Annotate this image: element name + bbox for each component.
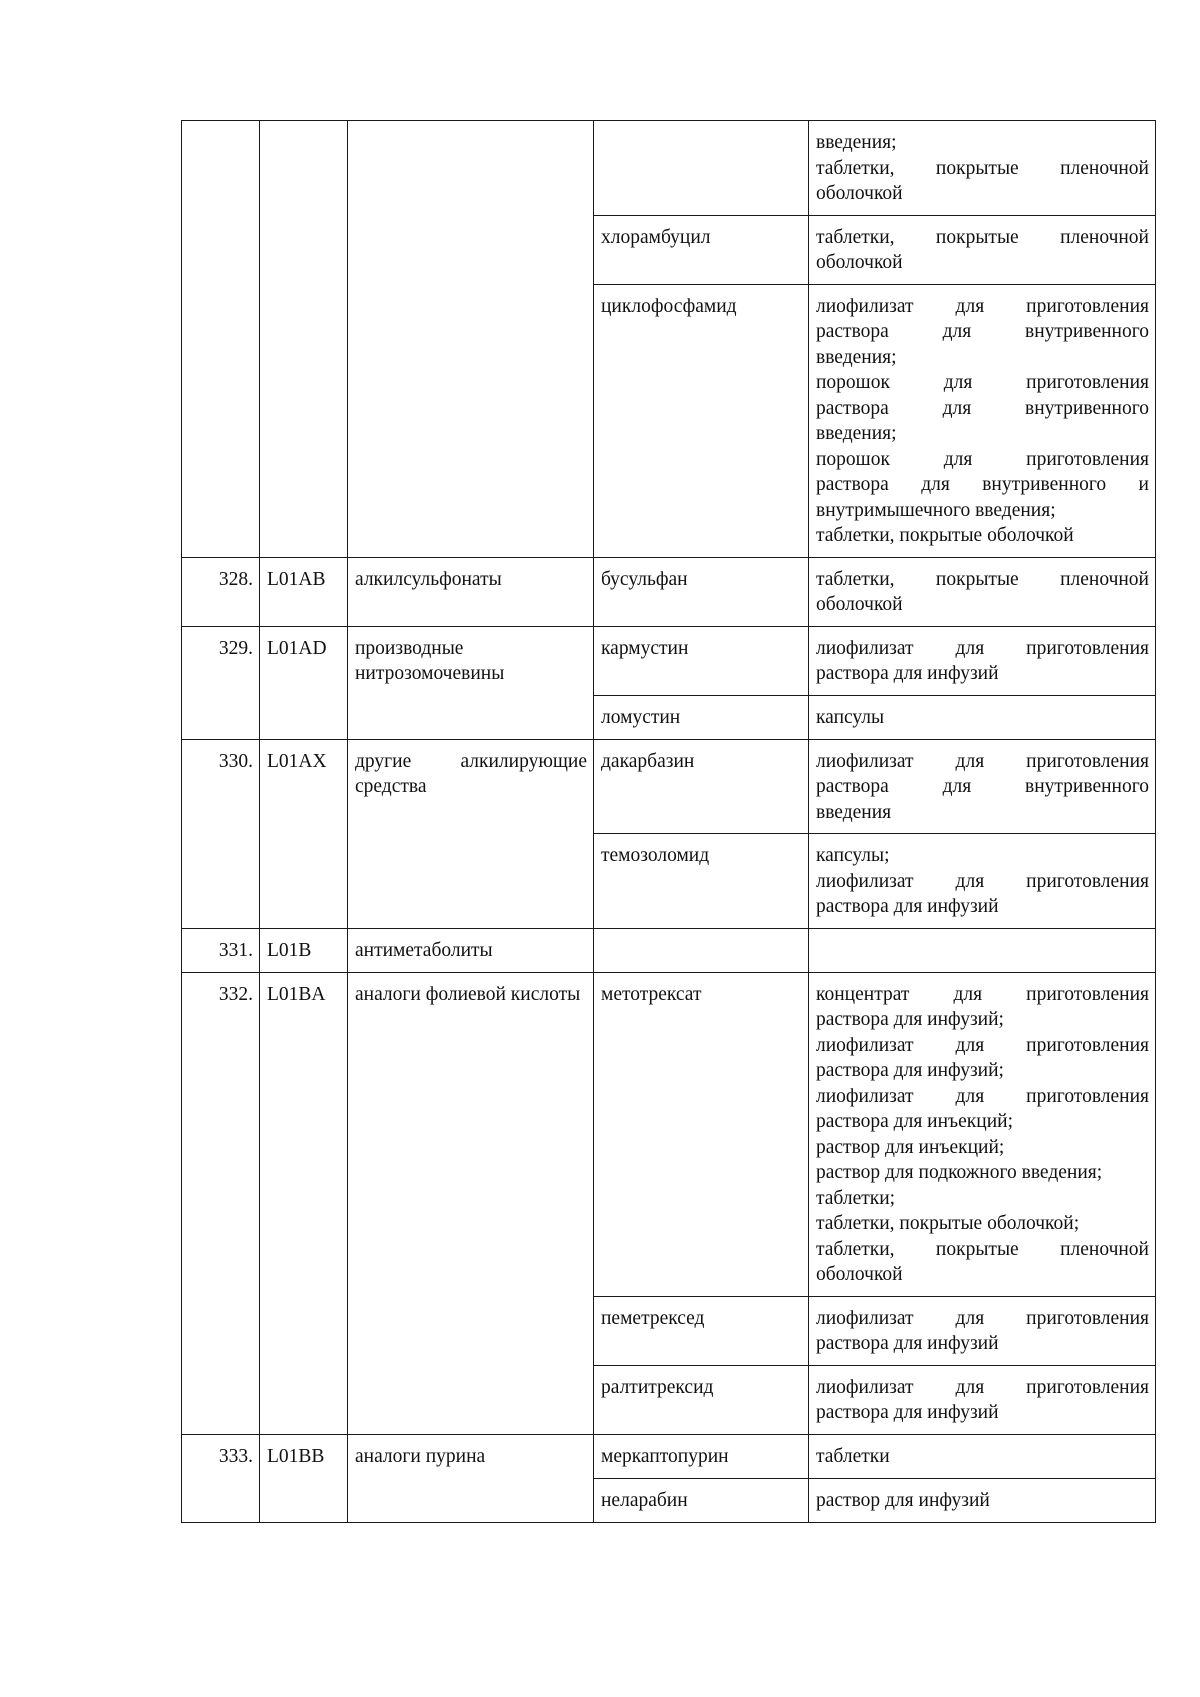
dosage-forms [809, 215, 1156, 284]
row-number: 329. [182, 626, 260, 739]
group-name: аналоги пурина [348, 1434, 594, 1522]
atc-code: L01B [260, 928, 348, 972]
dosage-form-line: оболочкой [816, 594, 903, 615]
dosage-forms [809, 557, 1156, 626]
dosage-form-line: раствора для внутривенного [816, 397, 1149, 419]
dosage-forms [809, 1434, 1156, 1478]
group-name [348, 121, 594, 558]
dosage-forms [809, 1365, 1156, 1434]
dosage-form-line: лиофилизат для приготовления [816, 1376, 1149, 1398]
dosage-form-line: лиофилизат для приготовления [816, 295, 1149, 317]
drug-name: кармустин [594, 626, 809, 695]
dosage-form-line: раствора для инфузий [816, 663, 999, 684]
row-number: 330. [182, 739, 260, 928]
dosage-forms [809, 121, 1156, 216]
dosage-form-line: таблетки, покрытые пленочной [816, 226, 1149, 248]
dosage-form-line: таблетки, покрытые оболочкой [816, 525, 1074, 546]
dosage-forms [809, 284, 1156, 557]
drug-name [594, 121, 809, 216]
dosage-form-line: таблетки, покрытые оболочкой; [816, 1213, 1080, 1234]
drug-name: ралтитрексид [594, 1365, 809, 1434]
dosage-forms [809, 928, 1156, 972]
dosage-form-line: раствора для внутривенного [816, 321, 1149, 342]
dosage-form-line: порошок для приготовления [816, 448, 1149, 470]
atc-code [260, 121, 348, 558]
dosage-form-line: капсулы; [816, 845, 890, 866]
dosage-forms [809, 1478, 1156, 1522]
dosage-form-line: лиофилизат для приготовления [816, 870, 1149, 892]
drug-list-table [181, 120, 1156, 1523]
dosage-form-line: лиофилизат для приготовления [816, 1307, 1149, 1329]
dosage-form-line: лиофилизат для приготовления [816, 750, 1149, 772]
table-row [182, 1434, 1156, 1478]
atc-code: L01AX [260, 739, 348, 928]
dosage-form-line: внутримышечного введения; [816, 499, 1056, 521]
drug-name: метотрексат [594, 972, 809, 1296]
dosage-form-line: таблетки [816, 1445, 890, 1467]
dosage-form-line: оболочкой [816, 1264, 903, 1285]
drug-name: ломустин [594, 695, 809, 739]
atc-code: L01AD [260, 626, 348, 739]
dosage-forms [809, 695, 1156, 739]
dosage-form-line: капсулы [816, 706, 885, 728]
dosage-form-line: оболочкой [816, 183, 903, 204]
dosage-form-line: раствор для инъекций; [816, 1136, 1005, 1158]
table-row [182, 557, 1156, 626]
drug-name: темозоломид [594, 834, 809, 929]
row-number: 332. [182, 972, 260, 1434]
atc-code: L01BA [260, 972, 348, 1434]
dosage-form-line: раствора для внутривенного [816, 776, 1149, 797]
table-row [182, 121, 1156, 216]
table-row [182, 739, 1156, 834]
atc-code: L01AB [260, 557, 348, 626]
dosage-form-line: раствор для подкожного введения; [816, 1162, 1103, 1183]
dosage-form-line: лиофилизат для приготовления [816, 637, 1149, 659]
dosage-form-line: введения; [816, 423, 897, 444]
group-name: алкилсульфонаты [348, 557, 594, 626]
drug-name: пеметрексед [594, 1296, 809, 1365]
table-body [182, 121, 1156, 1523]
row-number: 328. [182, 557, 260, 626]
dosage-form-line: раствора для внутривенного и [816, 474, 1149, 495]
drug-name: циклофосфамид [594, 284, 809, 557]
dosage-form-line: раствора для инъекций; [816, 1111, 1013, 1132]
group-name: аналоги фолиевой кислоты [348, 972, 594, 1434]
dosage-form-line: таблетки, покрытые пленочной [816, 1238, 1149, 1260]
dosage-form-line: раствора для инфузий [816, 1402, 999, 1423]
row-number [182, 121, 260, 558]
dosage-form-line: таблетки, покрытые пленочной [816, 568, 1149, 590]
dosage-form-line: порошок для приготовления [816, 372, 1149, 393]
dosage-forms [809, 626, 1156, 695]
drug-name: меркаптопурин [594, 1434, 809, 1478]
drug-name: бусульфан [594, 557, 809, 626]
dosage-form-line: раствор для инфузий [816, 1489, 990, 1511]
row-number: 331. [182, 928, 260, 972]
row-number: 333. [182, 1434, 260, 1522]
dosage-form-line: раствора для инфузий [816, 1333, 999, 1354]
dosage-form-line: введения; [816, 346, 897, 368]
dosage-forms [809, 972, 1156, 1296]
group-name: другие алкилирующие средства [348, 739, 594, 928]
dosage-form-line: раствора для инфузий [816, 896, 999, 917]
dosage-form-line: лиофилизат для приготовления [816, 1085, 1149, 1107]
dosage-form-line: концентрат для приготовления [816, 983, 1149, 1005]
dosage-form-line: введения; [816, 132, 897, 153]
drug-name: неларабин [594, 1478, 809, 1522]
drug-name [594, 928, 809, 972]
dosage-forms [809, 739, 1156, 834]
atc-code: L01BB [260, 1434, 348, 1522]
drug-name: хлорамбуцил [594, 215, 809, 284]
dosage-form-line: оболочкой [816, 252, 903, 273]
group-name: антиметаболиты [348, 928, 594, 972]
dosage-form-line: введения [816, 801, 892, 823]
group-name: производные нитрозомочевины [348, 626, 594, 739]
dosage-form-line: раствора для инфузий; [816, 1009, 1004, 1030]
dosage-form-line: лиофилизат для приготовления [816, 1034, 1149, 1056]
table-row [182, 972, 1156, 1296]
dosage-form-line: таблетки; [816, 1187, 896, 1209]
dosage-form-line: таблетки, покрытые пленочной [816, 157, 1149, 179]
dosage-forms [809, 834, 1156, 929]
table-row [182, 928, 1156, 972]
table-row [182, 626, 1156, 695]
dosage-forms [809, 1296, 1156, 1365]
dosage-form-line: раствора для инфузий; [816, 1060, 1004, 1081]
drug-name: дакарбазин [594, 739, 809, 834]
